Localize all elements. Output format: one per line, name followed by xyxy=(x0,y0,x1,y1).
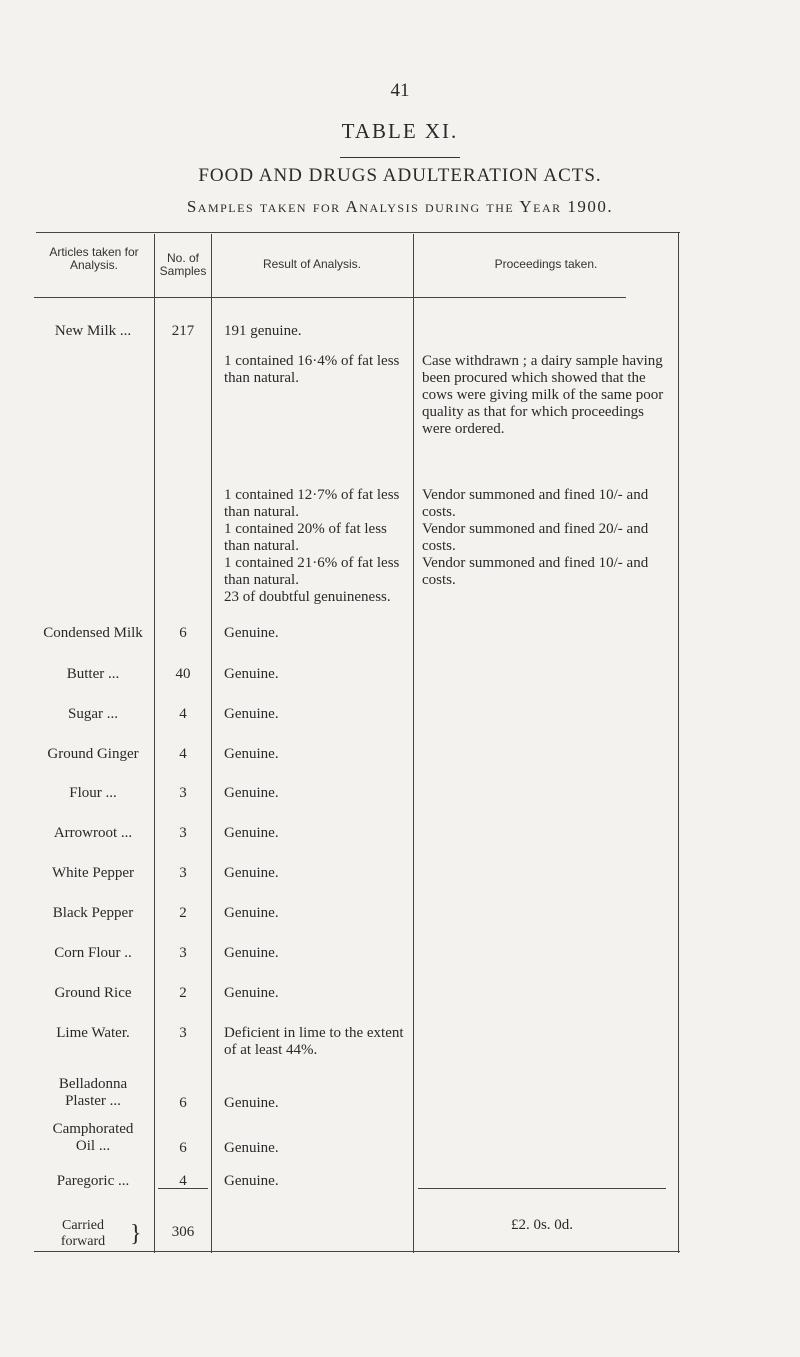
title-rule xyxy=(340,157,460,158)
col-rule-2 xyxy=(211,234,212,1253)
result-line: 1 contained 21·6% of fat less than natural. xyxy=(224,555,400,588)
result-line: Genuine. xyxy=(224,785,279,801)
result-line: 1 contained 12·7% of fat less than natural. xyxy=(224,487,400,520)
result-line: Genuine. xyxy=(224,865,279,881)
sample-count: 4 xyxy=(179,706,187,722)
header-samples: No. of Samples xyxy=(159,251,207,278)
proceeding-entry: Case withdrawn ; a dairy sample having been procured which showed that the cows were giving milk of the same poor quality as that for which proceedings were ordered. xyxy=(422,353,664,437)
sample-count: 2 xyxy=(179,905,187,921)
total-fines: £2. 0s. 0d. xyxy=(510,1217,574,1233)
total-samples: 306 xyxy=(171,1224,195,1240)
sample-count: 4 xyxy=(179,1173,187,1189)
header-result: Result of Analysis. xyxy=(262,257,362,271)
sample-count: 3 xyxy=(179,1025,187,1041)
sample-count: 3 xyxy=(179,865,187,881)
table-bottom-rule xyxy=(34,1251,680,1252)
result-line: Genuine. xyxy=(224,706,279,722)
table-right-rule xyxy=(678,232,679,1253)
proceeding-entry: Vendor summoned and fined 10/- and costs. xyxy=(422,555,649,588)
result-line: 191 genuine. xyxy=(224,323,302,339)
article-name: White Pepper xyxy=(51,865,135,881)
sample-count: 6 xyxy=(179,1140,187,1156)
article-name: Ground Rice xyxy=(54,985,132,1001)
article-name: Corn Flour .. xyxy=(54,945,132,961)
article-name: New Milk ... xyxy=(54,323,132,339)
samples-title: Samples taken for Analysis during the Year 1900. xyxy=(186,197,614,216)
sample-count: 217 xyxy=(171,323,195,339)
article-name: Arrowroot ... xyxy=(53,825,133,841)
article-name: Sugar ... xyxy=(68,706,118,722)
result-line: 1 contained 16·4% of fat less than natural. xyxy=(224,353,400,386)
result-line: Genuine. xyxy=(224,1140,279,1156)
article-name: Black Pepper xyxy=(52,905,134,921)
carried-forward-brace: } xyxy=(130,1221,142,1247)
article-name: Camphorated Oil ... xyxy=(52,1121,134,1154)
article-name: Belladonna Plaster ... xyxy=(58,1076,128,1109)
result-line: Genuine. xyxy=(224,746,279,762)
article-name: Ground Ginger xyxy=(47,746,139,762)
result-line: 23 of doubtful genuineness. xyxy=(224,589,391,605)
result-line: Genuine. xyxy=(224,1173,279,1189)
result-line: Genuine. xyxy=(224,666,279,682)
result-line: 1 contained 20% of fat less than natural. xyxy=(224,521,387,554)
header-proceedings: Proceedings taken. xyxy=(494,257,598,271)
sample-count: 6 xyxy=(179,625,187,641)
analysis-table xyxy=(34,232,680,1253)
result-line: Genuine. xyxy=(224,945,279,961)
table-title: TABLE XI. xyxy=(341,119,459,143)
carried-forward-label: Carried forward xyxy=(60,1218,106,1249)
header-articles: Articles taken for Analysis. xyxy=(49,245,139,272)
result-line: Deficient in lime to the extent of at least 44%. xyxy=(224,1025,404,1058)
sample-count: 6 xyxy=(179,1095,187,1111)
sample-count: 4 xyxy=(179,746,187,762)
page-number: 41 xyxy=(390,80,410,101)
sample-count: 3 xyxy=(179,785,187,801)
table-top-rule xyxy=(36,232,680,233)
result-line: Genuine. xyxy=(224,625,279,641)
sample-count: 40 xyxy=(175,666,191,682)
proceeding-entry: Vendor summoned and fined 10/- and costs. xyxy=(422,487,649,520)
result-line: Genuine. xyxy=(224,905,279,921)
result-line: Genuine. xyxy=(224,985,279,1001)
sample-count: 3 xyxy=(179,945,187,961)
article-name: Butter ... xyxy=(66,666,120,682)
result-line: Genuine. xyxy=(224,825,279,841)
article-name: Condensed Milk xyxy=(43,625,143,641)
proceeding-entry: Vendor summoned and fined 20/- and costs. xyxy=(422,521,649,554)
article-name: Paregoric ... xyxy=(56,1173,130,1189)
sample-count: 2 xyxy=(179,985,187,1001)
sample-count: 3 xyxy=(179,825,187,841)
article-name: Flour ... xyxy=(69,785,117,801)
col-rule-3 xyxy=(413,234,414,1253)
header-bottom-rule xyxy=(34,297,626,298)
article-name: Lime Water. xyxy=(56,1025,130,1041)
acts-title: FOOD AND DRUGS ADULTERATION ACTS. xyxy=(198,165,602,186)
total-fines-rule xyxy=(418,1188,666,1189)
col-rule-1 xyxy=(154,234,155,1253)
result-line: Genuine. xyxy=(224,1095,279,1111)
